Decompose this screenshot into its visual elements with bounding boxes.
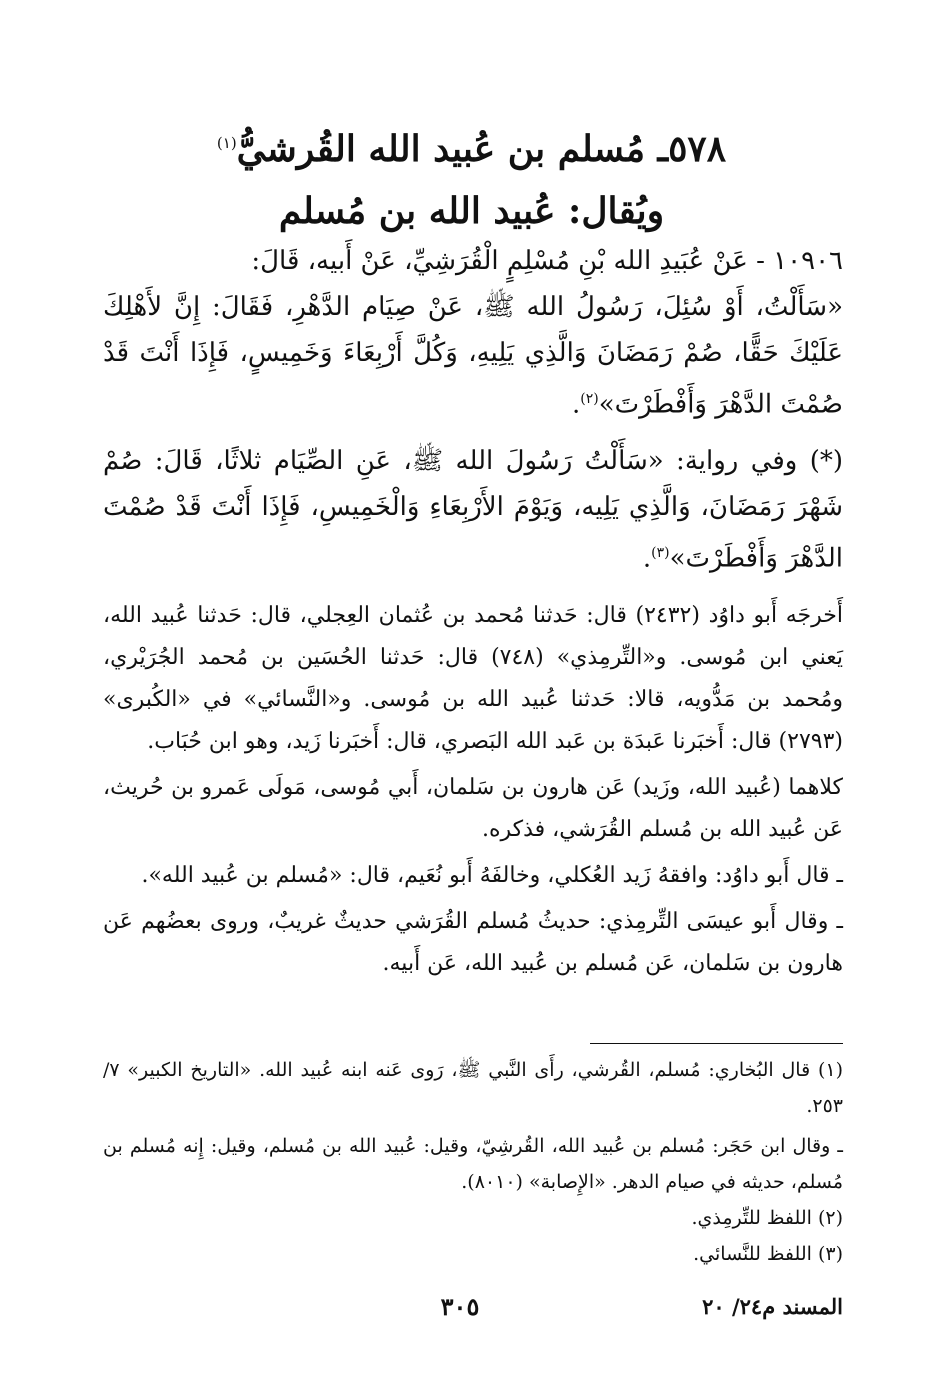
footnote-ref-2: (٢) [580, 391, 599, 407]
main-text [103, 238, 843, 985]
tirmidhi-note: ـ وقال أَبو عيسَى التِّرمِذي: حديثُ مُسلم القُرَشي حديثٌ غريبٌ، وروى بعضُهم عَن هارون بن سَلمان، عَن مُسلم بن عُبيد الله، عَن أَبيه. [103, 909, 843, 977]
hadith-isnad: ١٠٩٠٦ - عَنْ عُبَيدِ الله بْنِ مُسْلِمٍ الْقُرَشِيِّ، عَنْ أَبيه، قَالَ: [251, 246, 843, 276]
footnote-ref-3: (٣) [651, 544, 670, 561]
footnotes [103, 1052, 843, 1272]
volume-signature: المسند م٢٤/ ٢٠ [702, 1294, 843, 1319]
footnote-2: (٢) اللفظ للتِّرمِذي. [691, 1207, 843, 1229]
entry-subtitle: ويُقال: عُبيد الله بن مُسلم [278, 190, 665, 232]
narration-text: (*) وفي رواية: «سَأَلْتُ رَسُولَ الله ﷺ، عَنِ الصِّيَام ثلاثًا، قَالَ: صُمْ شَهْرَ رَمَضَانَ، وَالَّذِي يَلِيه، وَيَوْمَ الأَرْبِعَاءِ وَالْخَمِيسِ، فَإِذَا أَنْتَ قَدْ صُمْتَ الدَّهْرَ وَأَفْطَرْتَ» [103, 445, 843, 574]
hadith-matn: «سَأَلْتُ، أَوْ سُئِلَ، رَسُولُ الله ﷺ، عَنْ صِيَام الدَّهْرِ، فَقَالَ: إِنَّ لأَهْلِكَ عَلَيْكَ حَقًّا، صُمْ رَمَضَانَ وَالَّذِي يَلِيهِ، وَكُلَّ أَرْبِعَاءَ وَخَمِيسٍ، فَإِذَا أَنْتَ قَدْ صُمْتَ الدَّهْرَ وَأَفْطَرْتَ» [103, 292, 843, 420]
footnote-1-continued: ـ وقال ابن حَجَر: مُسلم بن عُبيد الله، القُرشِيّ، وقيل: عُبيد الله بن مُسلم، وقيل: إِنه مُسلم بن مُسلم، حديثه في صيام الدهر. «الإِصابة» (٨٠١٠). [103, 1135, 843, 1193]
entry-title [100, 118, 843, 174]
narration-paragraph [103, 438, 843, 582]
takhrij-paragraph: أَخرجَه أَبو داوُد (٢٤٣٢) قال: حَدثنا مُحمد بن عُثمان العِجلي، قال: حَدثنا عُبيد الله، يَعني ابن مُوسى. و«التِّرمِذي» (٧٤٨) قال: حَدثنا الحُسَين بن مُحمد الجُرَيْري، ومُحمد بن مَدُّويه، قالا: حَدثنا عُبيد الله بن مُوسى. و«النَّسائي» في «الكُبرى» (٢٧٩٣) قال: أَخبَرنا عَبدَة بن عَبد الله البَصري، قال: أَخبَرنا زَيد، وهو ابن حُبَاب. [103, 603, 844, 755]
hadith-paragraph [103, 238, 843, 428]
page-number: ٣٠٥ [440, 1292, 480, 1321]
narration-end-mark: . [642, 543, 652, 574]
footnote-3: (٣) اللفظ للنَّسائي. [693, 1243, 843, 1265]
footnote-ref-1: (١) [216, 134, 237, 152]
hadith-end-mark: . [571, 389, 581, 420]
entry-title-text: ٥٧٨ـ مُسلم بن عُبيد الله القُرشيُّ [236, 128, 727, 170]
footnote-separator [590, 1043, 843, 1044]
chain-paragraph: كلاهما (عُبيد الله، وزَيد) عَن هارون بن سَلمان، أَبي مُوسى، مَولَى عَمرو بن حُريث، عَن عُبيد الله بن مُسلم القُرَشي، فذكره. [103, 775, 843, 843]
footnote-1: (١) قال البُخاري: مُسلم، القُرشي، رأَى النَّبي ﷺ، رَوى عَنه ابنه عُبيد الله. «التاريخ الكبير» ٧/ ٢٥٣. [103, 1059, 843, 1117]
abu-dawud-note: ـ قال أَبو داوُد: وافقهُ زَيد العُكلي، وخالفَهُ أَبو نُعَيم، قال: «مُسلم بن عُبيد الله». [141, 863, 843, 889]
